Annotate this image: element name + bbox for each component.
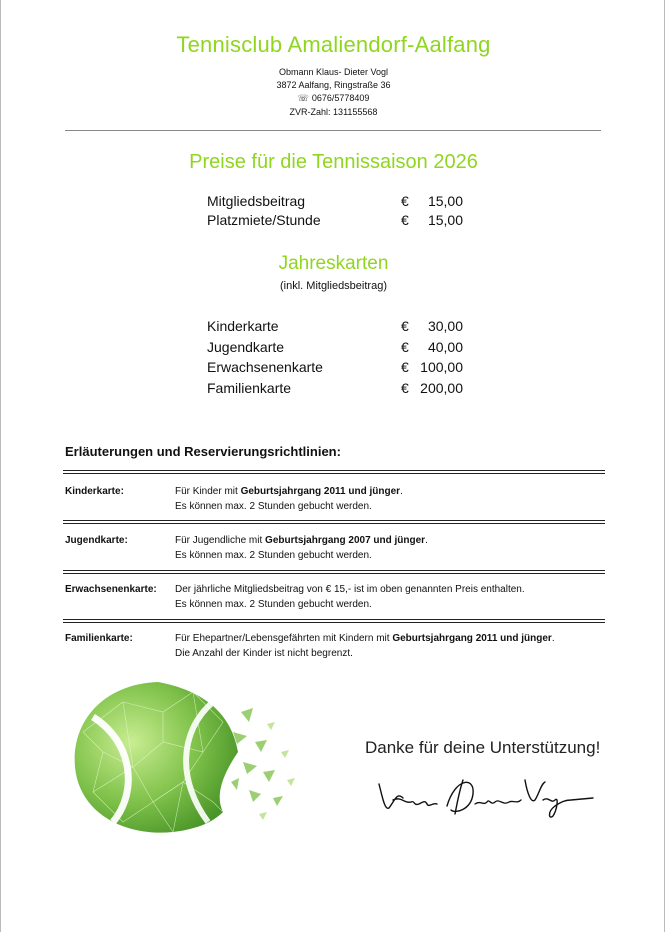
chairman-line: Obmann Klaus- Dieter Vogl [278, 67, 389, 77]
entry-label: Jugendkarte: [65, 535, 128, 546]
phone-line [1, 92, 665, 105]
entry-text: Für Ehepartner/Lebensgefährten mit Kindern mit [175, 633, 393, 644]
entry-text: Für Kinder mit [175, 486, 241, 497]
price-currency: € [401, 318, 409, 334]
price-amount: 200,00 [420, 380, 463, 396]
club-title: Tennisclub Amaliendorf-Aalfang [176, 32, 491, 57]
prices-title: Preise für die Tennissaison 2026 [189, 151, 478, 173]
entry-emphasis: Geburtsjahrgang 2011 und jünger [240, 486, 401, 497]
price-amount: 15,00 [427, 193, 463, 209]
tennis-ball-illustration [63, 672, 303, 842]
price-amount: 30,00 [427, 318, 463, 334]
price-amount: 15,00 [427, 212, 463, 228]
price-name: Platzmiete/Stunde [207, 212, 321, 228]
price-row [207, 318, 463, 338]
entry-description [175, 533, 607, 564]
section-divider [63, 470, 605, 474]
entry-emphasis: Geburtsjahrgang 2011 und jünger [392, 633, 552, 644]
address-line: 3872 Aalfang, Ringstraße 36 [276, 80, 391, 91]
price-currency: € [401, 359, 409, 375]
entry-text: . [551, 633, 555, 644]
price-currency: € [401, 380, 409, 396]
entry-line: Es können max. 2 Stunden gebucht werden. [175, 550, 372, 562]
entry-line: Es können max. 2 Stunden gebucht werden. [175, 599, 372, 611]
price-currency: € [401, 339, 409, 355]
entry-label: Kinderkarte: [65, 486, 124, 497]
section-divider [63, 570, 605, 574]
entry-text: . [425, 535, 428, 546]
price-name: Kinderkarte [207, 318, 279, 334]
entry-text: Für Jugendliche mit [175, 535, 266, 546]
entry-line [175, 484, 607, 499]
entry-line: Es können max. 2 Stunden gebucht werden. [175, 501, 372, 513]
entry-emphasis: Geburtsjahrgang 2007 und jünger [265, 535, 426, 546]
price-currency: € [401, 193, 409, 209]
phone-icon: ☏ [297, 93, 309, 104]
price-name: Familienkarte [207, 380, 292, 396]
entry-description [175, 582, 607, 613]
annual-cards-note: (inkl. Mitgliedsbeitrag) [280, 280, 387, 292]
price-amount: 40,00 [427, 339, 463, 355]
price-row [207, 339, 463, 359]
entry-text: . [400, 486, 403, 497]
signature-image [375, 770, 597, 822]
entry-label: Familienkarte: [65, 633, 133, 644]
section-divider [63, 520, 605, 524]
entry-line [175, 631, 607, 646]
entry-line: Die Anzahl der Kinder ist nicht begrenzt. [175, 648, 353, 660]
explanations-heading: Erläuterungen und Reservierungsrichtlinien: [65, 444, 341, 459]
entry-label: Erwachsenenkarte: [65, 584, 157, 595]
zvr-number: ZVR-Zahl: 131155568 [289, 106, 378, 117]
price-name: Erwachsenenkarte [207, 359, 323, 375]
price-name: Mitgliedsbeitrag [207, 193, 306, 209]
price-row [207, 212, 463, 232]
price-name: Jugendkarte [207, 339, 285, 355]
thanks-message: Danke für deine Unterstützung! [365, 738, 601, 757]
price-row [207, 380, 463, 400]
entry-description [175, 631, 607, 662]
entry-line: Der jährliche Mitgliedsbeitrag von € 15,- ist im oben genannten Preis enthalten. [175, 584, 525, 595]
phone-number: 0676/5778409 [311, 93, 370, 104]
entry-description [175, 484, 607, 515]
entry-line [175, 533, 607, 548]
price-amount: 100,00 [420, 359, 463, 375]
annual-cards-title: Jahreskarten [278, 253, 389, 274]
section-divider [63, 619, 605, 623]
contact-block [1, 66, 665, 119]
header-divider [65, 130, 601, 131]
price-row [207, 193, 463, 213]
price-currency: € [401, 212, 409, 228]
price-row [207, 359, 463, 379]
